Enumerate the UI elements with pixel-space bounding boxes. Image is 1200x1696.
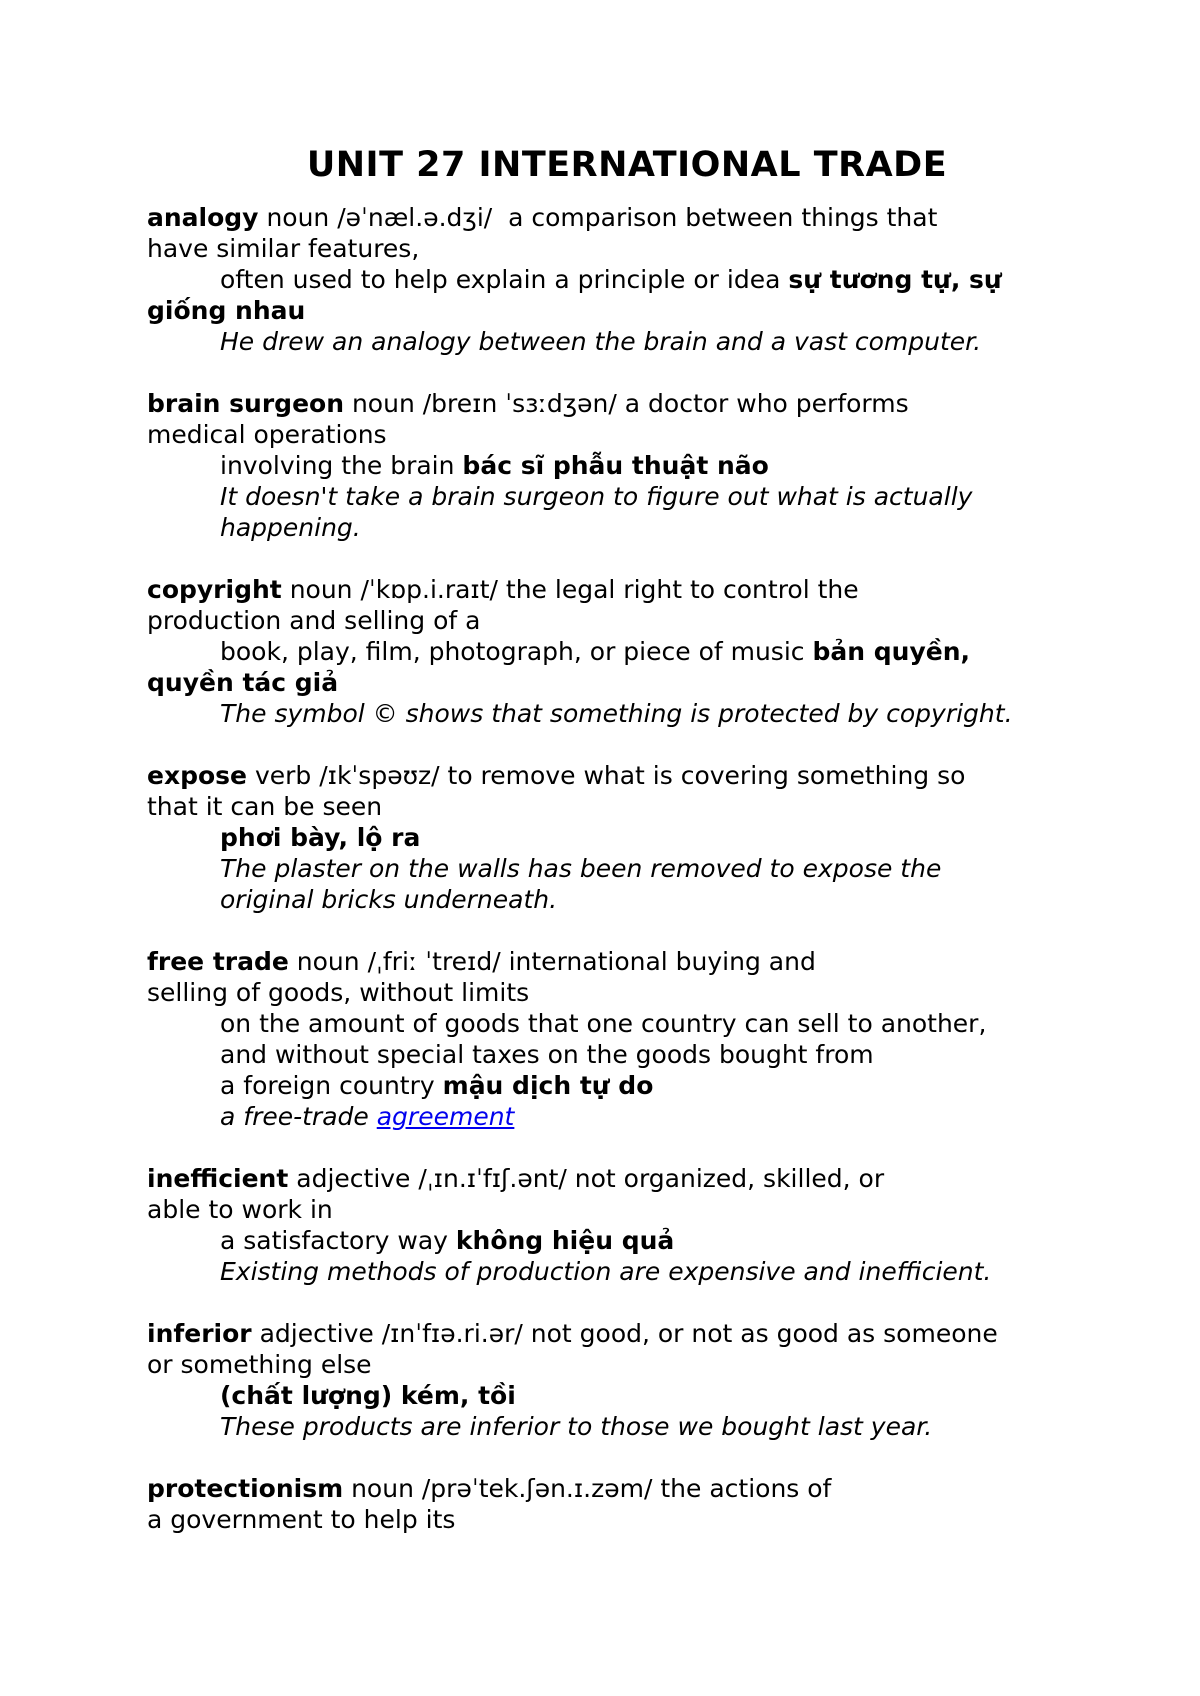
example-text: a free-trade (220, 1102, 369, 1131)
example-sentence: happening. (220, 513, 361, 542)
pronunciation: /ˌɪn.ɪˈfɪʃ.ənt/ (418, 1164, 567, 1193)
entry-copyright (147, 574, 1107, 729)
part-of-speech: noun (351, 389, 415, 418)
definition: have similar features, (147, 234, 420, 263)
pronunciation: /ɪnˈfɪə.ri.ər/ (381, 1319, 523, 1348)
vietnamese-translation: bản quyền, (812, 637, 970, 666)
entry-line (147, 1163, 1107, 1194)
entry-inefficient (147, 1163, 1107, 1287)
definition: often used to help explain a principle or idea (220, 265, 781, 294)
definition: and without special taxes on the goods bought from (220, 1040, 874, 1069)
pronunciation: /prəˈtek.ʃən.ɪ.zəm/ (421, 1474, 653, 1503)
pronunciation: /ɪkˈspəʊz/ (319, 761, 440, 790)
vietnamese-translation: bác sĩ phẫu thuật não (462, 451, 769, 480)
example-sentence: These products are inferior to those we bought last year. (220, 1412, 933, 1441)
vietnamese-translation: giống nhau (147, 296, 306, 325)
definition: a comparison between things that (508, 203, 938, 232)
entry-line (147, 450, 1107, 481)
definition: a foreign country (220, 1071, 435, 1100)
headword: brain surgeon (147, 389, 344, 418)
example-sentence: Existing methods of production are expensive and inefficient. (220, 1257, 992, 1286)
example-sentence (147, 1101, 1107, 1132)
headword: free trade (147, 947, 289, 976)
definition: that it can be seen (147, 792, 383, 821)
definition: not good, or not as good as someone (530, 1319, 998, 1348)
example-sentence: It doesn't take a brain surgeon to figure out what is actually (220, 482, 973, 511)
vietnamese-translation: phơi bày, lộ ra (220, 823, 421, 852)
headword: inefficient (147, 1164, 289, 1193)
entry-free-trade (147, 946, 1107, 1132)
definition: medical operations (147, 420, 387, 449)
entry-line (147, 1225, 1107, 1256)
entry-line (147, 574, 1107, 605)
entry-brain-surgeon (147, 388, 1107, 543)
entry-analogy (147, 202, 1107, 357)
entry-line (147, 760, 1107, 791)
definition: to remove what is covering something so (447, 761, 966, 790)
entry-line (147, 636, 1107, 667)
entry-protectionism (147, 1473, 1107, 1535)
part-of-speech: adjective (259, 1319, 374, 1348)
pronunciation: /breɪn ˈsɜːdʒən/ (422, 389, 617, 418)
entry-expose (147, 760, 1107, 915)
entry-line (147, 1070, 1107, 1101)
pronunciation: /ˈkɒp.i.raɪt/ (360, 575, 498, 604)
definition: not organized, skilled, or (574, 1164, 885, 1193)
definition: the actions of (660, 1474, 832, 1503)
part-of-speech: adjective (296, 1164, 411, 1193)
entry-line (147, 1473, 1107, 1504)
pronunciation: /əˈnæl.ə.dʒi/ (337, 203, 493, 232)
part-of-speech: noun (296, 947, 360, 976)
headword: analogy (147, 203, 259, 232)
vietnamese-translation: sự tương tự, sự (788, 265, 1002, 294)
definition: a government to help its (147, 1505, 456, 1534)
agreement-link[interactable]: agreement (376, 1102, 515, 1131)
headword: inferior (147, 1319, 252, 1348)
definition: on the amount of goods that one country can sell to another, (220, 1009, 987, 1038)
page-title: UNIT 27 INTERNATIONAL TRADE (306, 145, 948, 185)
document-page (147, 140, 1107, 1566)
vietnamese-translation: không hiệu quả (455, 1226, 675, 1255)
vietnamese-translation: (chất lượng) kém, tồi (220, 1381, 516, 1410)
headword: protectionism (147, 1474, 344, 1503)
entry-line (147, 264, 1107, 295)
definition: selling of goods, without limits (147, 978, 530, 1007)
headword: copyright (147, 575, 282, 604)
part-of-speech: noun (351, 1474, 414, 1503)
definition: or something else (147, 1350, 372, 1379)
definition: a satisfactory way (220, 1226, 448, 1255)
definition: production and selling of a (147, 606, 481, 635)
definition: international buying and (508, 947, 816, 976)
entry-line (147, 946, 1107, 977)
vietnamese-translation: mậu dịch tự do (442, 1071, 654, 1100)
entry-line (147, 202, 1107, 233)
definition: able to work in (147, 1195, 333, 1224)
definition: the legal right to control the (505, 575, 859, 604)
example-sentence: The symbol © shows that something is protected by copyright. (220, 699, 1013, 728)
example-sentence: The plaster on the walls has been removed to expose the (220, 854, 942, 883)
example-sentence: He drew an analogy between the brain and a vast computer. (220, 327, 982, 356)
part-of-speech: verb (254, 761, 312, 790)
definition: involving the brain (220, 451, 455, 480)
vietnamese-translation: quyền tác giả (147, 668, 339, 697)
definition: book, play, film, photograph, or piece of music (220, 637, 805, 666)
pronunciation: /ˌfriː ˈtreɪd/ (367, 947, 501, 976)
entry-line (147, 1318, 1107, 1349)
definition: a doctor who performs (624, 389, 909, 418)
headword: expose (147, 761, 247, 790)
part-of-speech: noun (289, 575, 353, 604)
entry-inferior (147, 1318, 1107, 1442)
entry-line (147, 388, 1107, 419)
part-of-speech: noun (266, 203, 330, 232)
example-sentence: original bricks underneath. (220, 885, 558, 914)
